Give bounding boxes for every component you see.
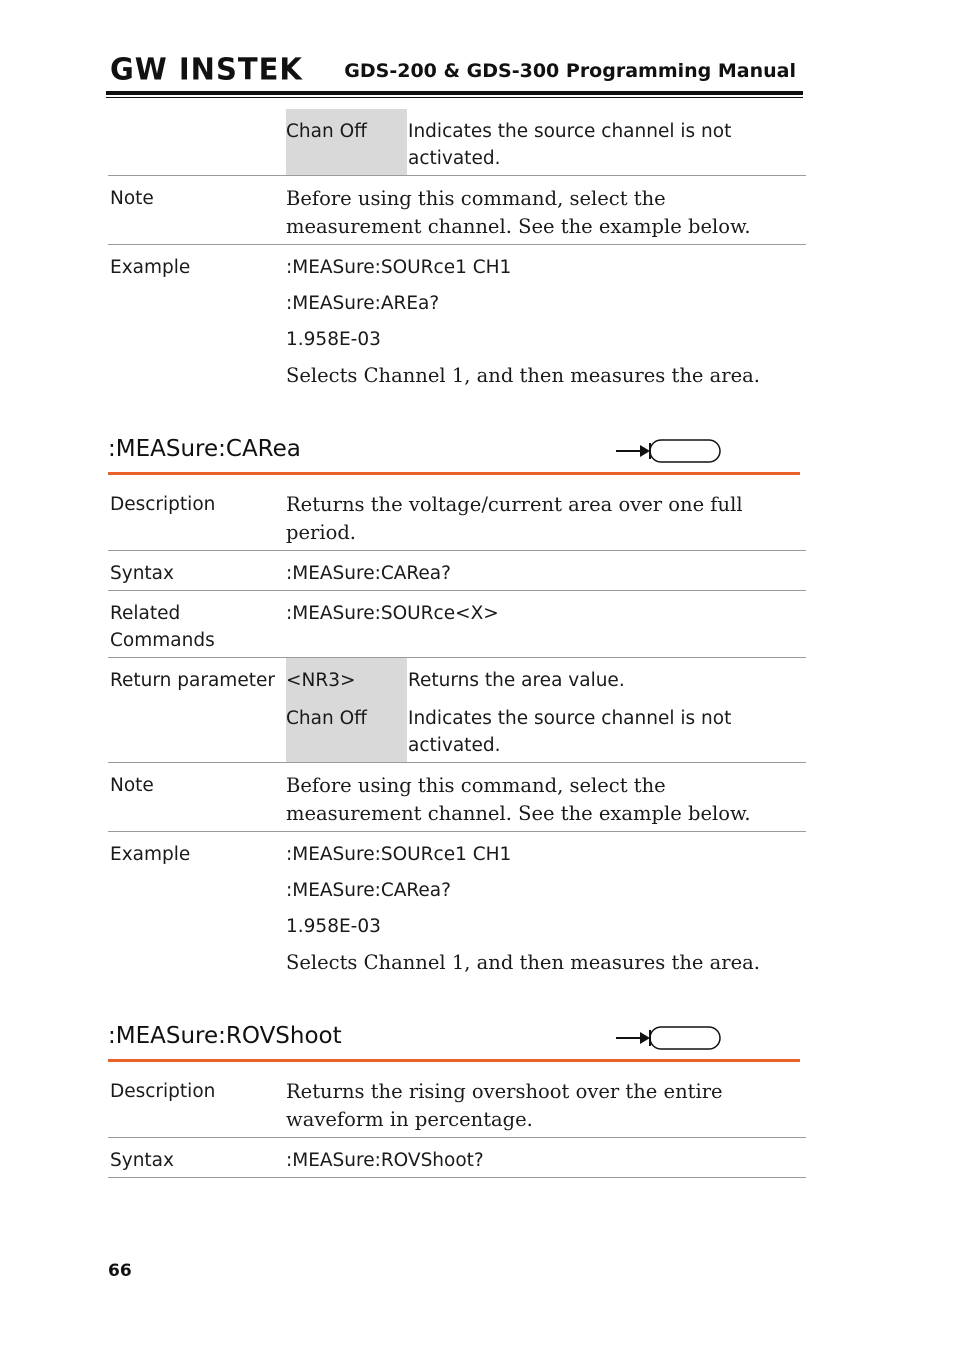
note-label: Note [110,775,154,796]
note-label: Note [110,188,154,209]
param-chan-off: Chan Off [286,121,367,142]
example-line: 1.958E-03 [286,916,381,937]
example-line: :MEASure:SOURce1 CH1 [286,257,512,278]
description-text: Returns the voltage/current area over one full period. [286,493,743,544]
syntax-text: :MEASure:ROVShoot? [286,1150,484,1171]
row-divider [108,831,806,832]
param-chan-off-desc: Indicates the source channel is not activated. [408,121,732,169]
syntax-label: Syntax [110,1150,174,1171]
param-nr3: <NR3> [286,670,356,691]
section-title-rovshoot: :MEASure:ROVShoot [108,1023,342,1049]
header-rule [106,91,803,95]
related-label: Related Commands [110,603,215,651]
example-line: 1.958E-03 [286,329,381,350]
row-divider [108,590,806,591]
param-nr3-desc: Returns the area value. [408,670,625,691]
example-line: :MEASure:AREa? [286,293,440,314]
example-label: Example [110,257,191,278]
row-divider [108,1177,806,1178]
example-label: Example [110,844,191,865]
row-divider [108,550,806,551]
syntax-label: Syntax [110,563,174,584]
example-line: :MEASure:SOURce1 CH1 [286,844,512,865]
example-desc: Selects Channel 1, and then measures the area. [286,364,760,387]
section-rule [108,472,800,475]
row-divider [108,657,806,658]
section-rule [108,1059,800,1062]
row-divider [108,762,806,763]
section-title-carea: :MEASure:CARea [108,436,301,462]
syntax-text: :MEASure:CARea? [286,563,451,584]
example-line: :MEASure:CARea? [286,880,451,901]
row-divider [108,244,806,245]
description-label: Description [110,494,216,515]
page-number: 66 [108,1261,132,1281]
related-command: :MEASure:SOURce<X> [286,603,499,624]
return-param-label: Return parameter [110,670,275,691]
description-label: Description [110,1081,216,1102]
query-arrow-icon [614,1025,722,1051]
gw-instek-logo: GW INSTEK [110,51,303,87]
note-text: Before using this command, select the measurement channel. See the example below. [286,774,751,825]
description-text: Returns the rising overshoot over the entire waveform in percentage. [286,1080,723,1131]
query-arrow-icon [614,438,722,464]
header-rule-thin [106,97,803,98]
note-text: Before using this command, select the measurement channel. See the example below. [286,187,751,238]
row-divider [108,175,806,176]
param-chan-off: Chan Off [286,708,367,729]
example-desc: Selects Channel 1, and then measures the area. [286,951,760,974]
manual-title: GDS-200 & GDS-300 Programming Manual [344,60,796,82]
row-divider [108,1137,806,1138]
param-chan-off-desc: Indicates the source channel is not activated. [408,708,732,756]
